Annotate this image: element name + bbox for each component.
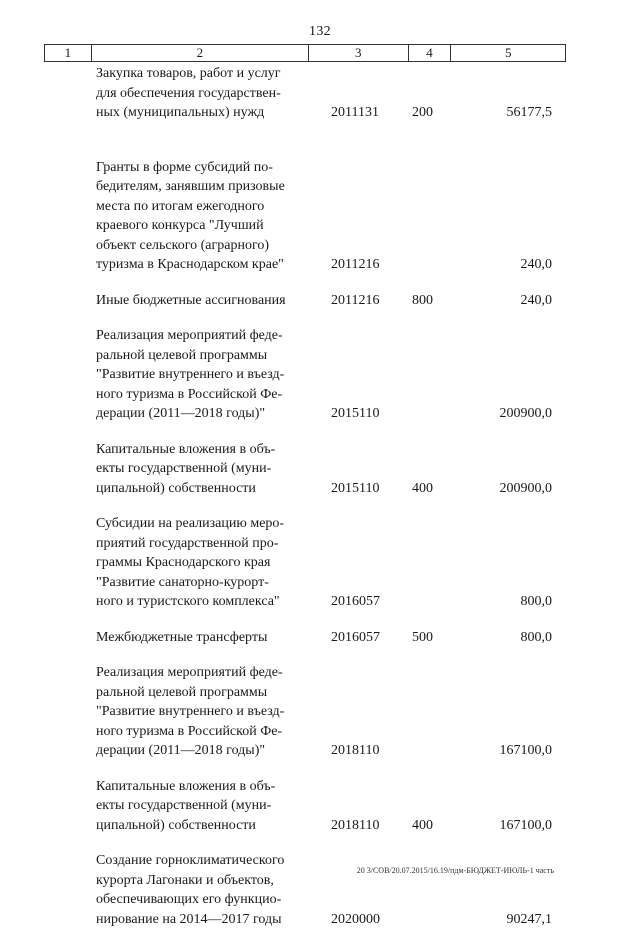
table-row: [0, 440, 640, 499]
row-amount: 800,0: [521, 628, 553, 648]
row-code: 2020000: [331, 910, 380, 929]
table-row: [0, 326, 640, 424]
row-name: Субсидии на реализацию меро- приятий государственной про- граммы Краснодарского края "Развитие санаторно-курорт- ного и туристского комплекса": [96, 514, 302, 612]
table-row: [0, 64, 640, 123]
table-header-row: [44, 44, 566, 62]
table-row: [0, 514, 640, 612]
budget-table-body: [0, 64, 640, 929]
row-code: 2016057: [331, 628, 380, 648]
header-col-5: 5: [451, 45, 565, 61]
row-expense-type: 400: [412, 479, 433, 499]
row-amount: 240,0: [521, 291, 553, 311]
row-amount: 90247,1: [507, 910, 553, 929]
row-amount: 240,0: [521, 255, 553, 275]
row-code: 2011216: [331, 291, 379, 311]
table-row: [0, 291, 640, 311]
row-code: 2018110: [331, 816, 379, 836]
row-name: Капитальные вложения в объ- екты государственной (муни- ципальной) собственности: [96, 777, 302, 836]
row-code: 2011131: [331, 103, 379, 123]
row-amount: 800,0: [521, 592, 553, 612]
row-code: 2011216: [331, 255, 379, 275]
page-number: 132: [0, 24, 640, 40]
table-row: [0, 628, 640, 648]
row-expense-type: 400: [412, 816, 433, 836]
row-name: Гранты в форме субсидий по- бедителям, занявшим призовые места по итогам ежегодного краевого конкурса "Лучший объект сельского (аграрного) туризма в Краснодарском крае": [96, 158, 302, 275]
row-name: Создание горноклиматического курорта Лагонаки и объектов, обеспечивающих его функцио- нирование на 2014—2017 годы: [96, 851, 302, 929]
row-expense-type: 200: [412, 103, 433, 123]
header-col-1: 1: [45, 45, 92, 61]
row-amount: 167100,0: [500, 816, 553, 836]
row-name: Межбюджетные трансферты: [96, 628, 302, 648]
table-row: [0, 158, 640, 275]
header-col-4: 4: [409, 45, 452, 61]
header-col-2: 2: [92, 45, 309, 61]
row-code: 2015110: [331, 404, 379, 424]
row-amount: 56177,5: [507, 103, 553, 123]
header-col-3: 3: [309, 45, 409, 61]
document-footer-code: 20 3/СОВ/20.07.2015/16.19/пдм-БЮДЖЕТ-ИЮЛЬ-1 часть: [357, 866, 554, 875]
table-row: [0, 663, 640, 761]
row-name: Капитальные вложения в объ- екты государственной (муни- ципальной) собственности: [96, 440, 302, 499]
row-expense-type: 800: [412, 291, 433, 311]
row-name: Закупка товаров, работ и услуг для обеспечения государствен- ных (муниципальных) нужд: [96, 64, 302, 123]
row-amount: 200900,0: [500, 404, 553, 424]
row-amount: 200900,0: [500, 479, 553, 499]
table-row: [0, 851, 640, 929]
row-amount: 167100,0: [500, 741, 553, 761]
row-expense-type: 500: [412, 628, 433, 648]
row-code: 2016057: [331, 592, 380, 612]
row-name: Иные бюджетные ассигнования: [96, 291, 302, 311]
table-row: [0, 777, 640, 836]
row-code: 2018110: [331, 741, 379, 761]
row-name: Реализация мероприятий феде- ральной целевой программы "Развитие внутреннего и въезд- ного туризма в Российской Фе- дерации (2011—2018 годы)": [96, 663, 302, 761]
row-name: Реализация мероприятий феде- ральной целевой программы "Развитие внутреннего и въезд- ного туризма в Российской Фе- дерации (2011—2018 годы)": [96, 326, 302, 424]
row-code: 2015110: [331, 479, 379, 499]
